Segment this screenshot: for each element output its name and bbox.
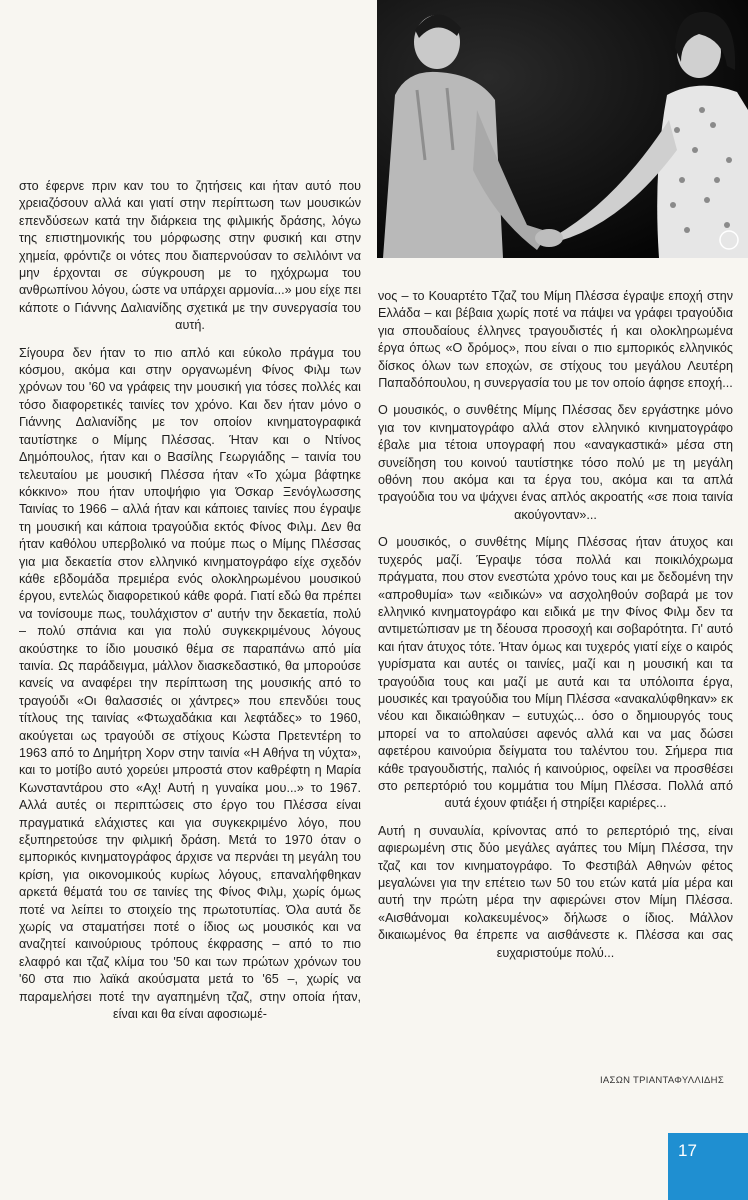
left-column	[19, 178, 361, 1034]
right-column	[378, 288, 733, 972]
right-paragraph-1: νος – το Κουαρτέτο Τζαζ του Μίμη Πλέσσα έγραψε εποχή στην Ελλάδα – και βέβαια χωρίς ποτέ να πάψει να γράφει τραγούδια για σπουδαίους έλληνες τραγουδιστές ή και ολοκληρωμένα έργα όπως «Ο δρόμος», που είναι ο πιο εμπορικός ελληνικός δίσκος όλων των εποχών, σε στίχους του μεγάλου Λευτέρη Παπαδόπουλου, η συνεργασία του με τον οποίο άφησε εποχή...	[378, 289, 733, 391]
left-paragraph-1: στο έφερνε πριν καν του το ζητήσεις και ήταν αυτό που χρειαζόσουν αλλά και γιατί στην περίπτωση των μουσικών επενδύσεων κατά την διάρκεια της φιλμικής δράσης, λόγω της επιστημονικής του μόρφωσης στην φυσική και στην χημεία, φρόντιζε οι νότες που διαπερνούσαν το σελιλόιντ να μην έρχονται σε σύγκρουση με το ηχόχρωμα του ανθρωπίνου λόγου, ώστε να υπάρχει αρμονία...» μου είχε πει κάποτε ο Γιάννης Δαλιανίδης σχετικά με την συνεργασία του αυτή.	[19, 179, 361, 333]
film-still-photo	[377, 0, 748, 258]
right-paragraph-2: Ο μουσικός, ο συνθέτης Μίμης Πλέσσας δεν εργάστηκε μόνο για τον κινηματογράφο αλλά στον ελληνικό κινηματογράφο έβαλε μια τέτοια υπογραφή που «αναγκαστικά» μέσα στη συνείδηση του κοινού ταυτίστηκε τόσο πολύ με τη μεγάλη οθόνη που ακόμα και τα έργα του, ακόμα και τα απλά τραγούδια του να ψάχνει ένας απλός ακροατής «σε ποια ταινία ακούγονταν»...	[378, 403, 733, 522]
author-signature: ΙΑΣΩΝ ΤΡΙΑΝΤΑΦΥΛΛΙΔΗΣ	[599, 1075, 724, 1086]
photo-illustration	[377, 0, 748, 258]
page-number-box	[668, 1133, 748, 1200]
right-paragraph-3: Ο μουσικός, ο συνθέτης Μίμης Πλέσσας ήταν άτυχος και τυχερός μαζί. Έγραψε τόσα πολλά και ποικιλόχρωμα πράγματα, που στον ενεστώτα χρόνο τους και με δεδομένη την «απροθυμία» των «ειδικών» να ασχοληθούν σοβαρά με τον ελληνικό κινηματογράφο και ειδικά με την Φίνος Φιλμ δεν τα αντιμετώπισαν με τη δέουσα προσοχή και σοβαρότητα. Γι' αυτό και ήταν άτυχος τότε. Ήταν όμως και τυχερός γιατί είχε ο καιρός γυρίσματα και αυτές οι ταινίες, μαζί και η μουσική και τα τραγούδια τους και μαζί με αυτά και τα υπόλοιπα έργα, μουσικές και τραγούδια του Μίμη Πλέσσα «ανακαλύφθηκαν» εκ νέου και δικαιώθηκαν – ευτυχώς... όσο ο δημιουργός τους μπορεί να το απολαύσει αφενός αλλά και να μας δώσει αφετέρου καινούρια δείγματα του ταλέντου του. Σήμερα πια κάθε τραγουδιστής, παλιός ή καινούριος, οφείλει να προσθέσει στο ρεπερτόριό του κομμάτια του Μίμη Πλέσσα. Πολλά από αυτά έχουν φτιάξει ή στηρίξει καριέρες...	[378, 535, 733, 811]
page-number: 17	[678, 1141, 697, 1160]
bleed-through-text	[214, 140, 219, 155]
left-paragraph-2: Σίγουρα δεν ήταν το πιο απλό και εύκολο πράγμα του κόσμου, ακόμα και στην οργανωμένη Φίνος Φιλμ των χρόνων του '60 να γράφεις την μουσική για τόσες πολλές και τόσο διαφορετικές ταινίες τον χρόνο. Και δεν ήταν μόνο ο Γιάννης Δαλιανίδης με τον οποίον κινηματογραφικά ταυτίστηκε ο Μίμης Πλέσσας. Ήταν και ο Ντίνος Δημόπουλος, ήταν και ο Βασίλης Γεωργιάδης – ταινία του τελευταίου με μουσική Πλέσσα ήταν «Το χώμα βάφτηκε κόκκινο» που ήταν υποψήφιο για Όσκαρ Ξενόγλωσσης Ταινίας το 1966 – αλλά ήταν και κάποιες ταινίες που έγραψε τη μουσική και κάποια τραγούδια εκτός Φίνος Φιλμ. Δεν θα ήταν καθόλου υπερβολικό να πούμε πως ο Μίμης Πλέσσας για μια δεκαετία στον ελληνικό κινηματογράφο είχε σχεδόν κάθε εβδομάδα πρεμιέρα ενός ολοκληρωμένου μουσικού έργου, εντελώς διαφορετικού κάθε φορά. Γιατί εδώ θα πρέπει να τονίσουμε πως, τουλάχιστον σ' αυτήν την δεκαετία, πολύ – πολύ σπάνια και για πολύ συγκεκριμένους λόγους ακούστηκε το ίδιο μουσικό θέμα σε παραπάνω από μία ταινία. Ως παράδειγμα, μάλλον διασκεδαστικό, θα μπορούσε κανείς να αναφέρει την περίπτωση της μουσικής από το τραγούδι «Οι θαλασσιές οι χάντρες» που επενδύει τους τίτλους της ταινίας «Φτωχαδάκια και λεφτάδες» το 1960, ακούγεται ως τραγούδι σε στίχους Κώστα Πρετεντέρη το 1963 από το Δημήτρη Χορν στην ταινία «Η Αθήνα τη νύχτα», και το μοτίβο αυτό χορεύει μπροστά στον καθρέφτη η Μαρία Κωνσταντάρου στο «Αχ! Αυτή η γυναίκα μου...» το 1967. Αλλά αυτές οι περιπτώσεις στο έργο του Πλέσσα είναι πραγματικά ελάχιστες και για συγκεκριμένο λόγο, που εξυπηρετούσε την φιλμική δράση. Μετά το 1970 όταν ο εμπορικός κινηματογράφος άρχισε να περνάει τη μεγάλη του κρίση, για οικονομικούς κυρίως λόγους, επαναλήφθηκαν αρκετά θέματά του σε ταινίες της Φίνος Φιλμ, χωρίς όμως ποτέ να λείπει το στοιχείο της πρωτοτυπίας. Όλα αυτά δε χωρίς να σταματήσει ποτέ ο ίδιος ως μουσικός και να αναζητεί καινούριους τρόπους έκφρασης – από το πιο ελαφρό και τζαζ κλίμα του '50 και των πρώτων χρόνων του '60 στα πιο λαϊκά ακούσματα μετά το '65 –, χωρίς να παραμελήσει ποτέ την αγαπημένη τζαζ, στην οποία ήταν, είναι και θα είναι αφοσιωμέ-	[19, 345, 361, 1022]
right-paragraph-4: Αυτή η συναυλία, κρίνοντας από το ρεπερτόριό της, είναι αφιερωμένη στις δύο μεγάλες αγάπες του Μίμη Πλέσσα, την τζαζ και τον κινηματογράφο. Το Φεστιβάλ Αθηνών φέτος μεγαλώνει για την επέτειο των 50 του ετών κατά μία μέρα και αυτή την πρώτη μέρα την αφιερώνει στον Μίμη Πλέσσα. «Αισθάνομαι κολακευμένος» δήλωσε ο ίδιος. Μάλλον δικαιωμένος θα έπρεπε να αισθάνεστε κ. Πλέσσα και σας ευχαριστούμε πολύ...	[378, 823, 733, 960]
